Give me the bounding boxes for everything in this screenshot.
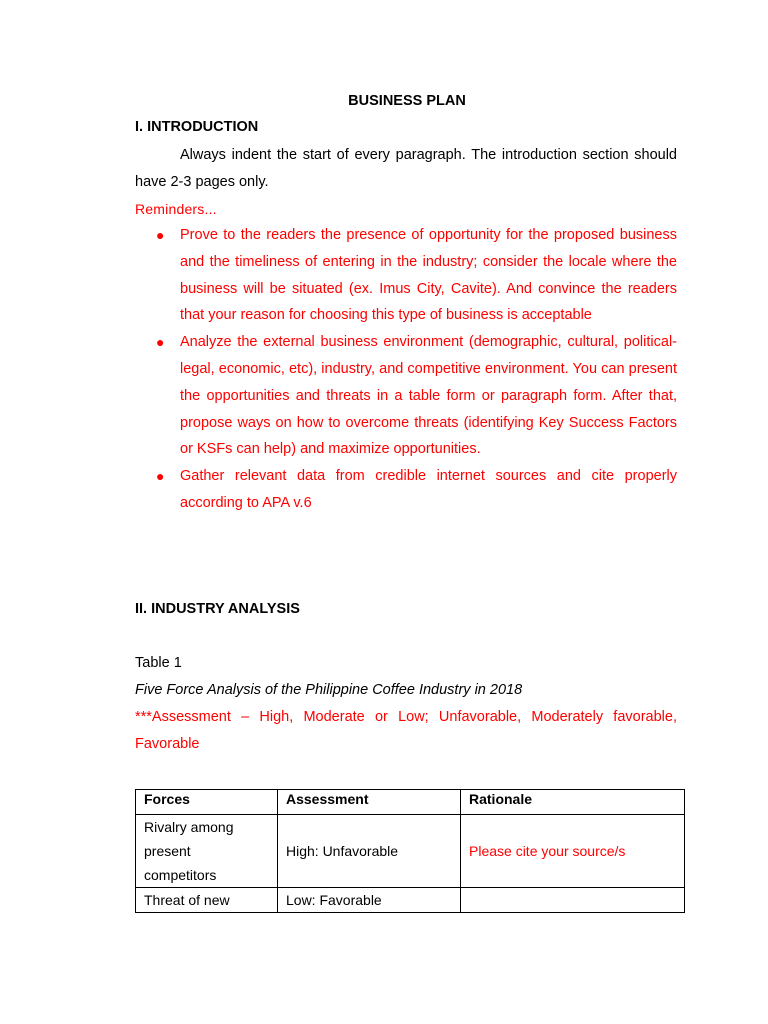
five-force-table xyxy=(135,789,685,913)
table-row xyxy=(136,888,685,913)
table-caption: Five Force Analysis of the Philippine Coffee Industry in 2018 xyxy=(135,682,523,698)
reminder-text: Gather relevant data from credible internet sources and cite properly according to APA v.6 xyxy=(180,468,677,511)
header-rationale: Rationale xyxy=(461,790,685,815)
section-heading-introduction: I. INTRODUCTION xyxy=(135,119,259,135)
reminder-item xyxy=(135,329,677,463)
reminders-label: Reminders... xyxy=(135,201,217,217)
cell-assessment: Low: Favorable xyxy=(278,888,461,913)
force-line: competitors xyxy=(144,867,217,883)
header-forces: Forces xyxy=(136,790,278,815)
table-label: Table 1 xyxy=(135,655,182,671)
bullet-icon: ● xyxy=(156,227,165,243)
cell-rationale: Please cite your source/s xyxy=(461,815,685,888)
force-line: Threat of new xyxy=(144,892,230,908)
reminders-list xyxy=(135,222,677,517)
bullet-icon: ● xyxy=(156,334,165,351)
header-assessment: Assessment xyxy=(278,790,461,815)
assessment-note: ***Assessment – High, Moderate or Low; Unfavorable, Moderately favorable, Favorable xyxy=(135,709,677,752)
cell-rationale xyxy=(461,888,685,913)
reminder-item xyxy=(135,463,677,517)
cell-force xyxy=(136,815,278,888)
reminder-text: Prove to the readers the presence of opportunity for the proposed business and the timeliness of entering in the industry; consider the locale where the business will be situated (ex. Imus City, Cavite). And convince the readers that your reason for choosing this type of business is acceptable xyxy=(180,227,677,324)
bullet-icon: ● xyxy=(156,468,165,485)
cell-force xyxy=(136,888,278,913)
force-line: present xyxy=(144,843,191,859)
reminder-item xyxy=(135,222,677,329)
section-heading-industry-analysis: II. INDUSTRY ANALYSIS xyxy=(135,601,300,617)
force-line: Rivalry among xyxy=(144,819,234,835)
document-title: BUSINESS PLAN xyxy=(348,93,466,109)
intro-paragraph: Always indent the start of every paragraph. The introduction section should have 2-3 pages only. xyxy=(135,147,677,190)
table-header-row xyxy=(136,790,685,815)
reminder-text: Analyze the external business environment (demographic, cultural, political-legal, economic, etc), industry, and competitive environment. You can present the opportunities and threats in a table form or paragraph form. After that, propose ways on how to overcome threats (identifying Key Success Factors or KSFs can help) and maximize opportunities. xyxy=(180,334,677,458)
table-row xyxy=(136,815,685,888)
cell-assessment: High: Unfavorable xyxy=(278,815,461,888)
